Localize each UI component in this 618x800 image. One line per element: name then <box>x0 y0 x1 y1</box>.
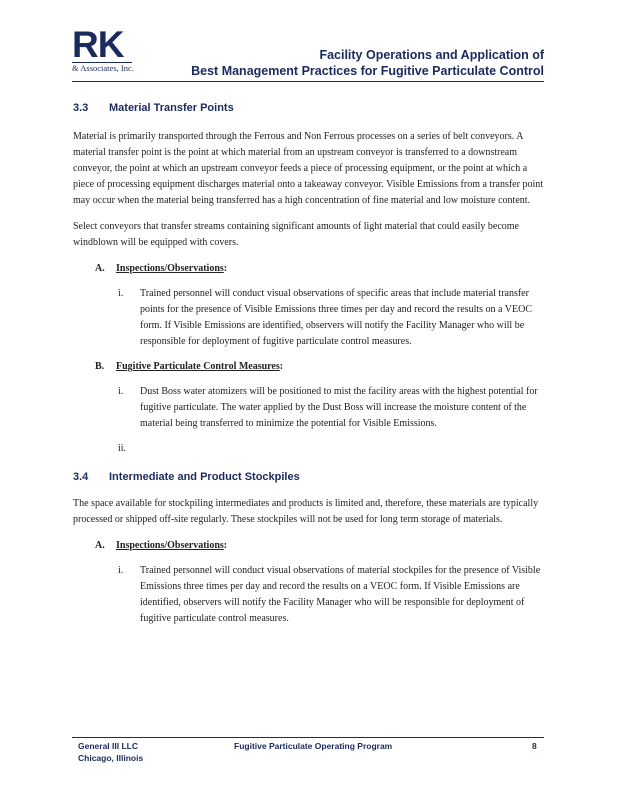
list-item-text: Dust Boss water atomizers will be positioned to mist the facility areas with the highest potential for fugitive particulate. The water applied by the Dust Boss will increase the moisture content of the material being transferred to minimize the potential for Visible Emissions. <box>140 386 538 429</box>
section-title: Material Transfer Points <box>109 102 234 114</box>
subheading-3-3-b <box>73 359 543 375</box>
list-numeral: i. <box>118 288 124 299</box>
list-numeral: i. <box>118 565 124 576</box>
footer-left <box>78 740 143 764</box>
subheading-text: Inspections/Observations <box>116 540 224 551</box>
list-item <box>73 441 543 457</box>
subheading-colon: : <box>223 263 228 274</box>
header-title-line2: Best Management Practices for Fugitive Particulate Control <box>191 64 544 78</box>
subheading-letter: A. <box>95 263 105 274</box>
document-header-title <box>191 47 544 79</box>
list-item-text: Trained personnel will conduct visual observations of material stockpiles for the presence of Visible Emissions three times per day and record the results on a VEOC form. If Visible Emissions are identified, observers will notify the Facility Manager who will be responsible for deployment of fugitive particulate control measures. <box>140 565 541 624</box>
subheading-3-3-a <box>73 261 543 277</box>
section-heading-3-4 <box>73 469 543 485</box>
list-item-text: Trained personnel will conduct visual observations of specific areas that include material transfer points for the presence of Visible Emissions three times per day and record the results on a VEOC form. If Visible Emissions are identified, observers will notify the Facility Manager who will be responsible for deployment of fugitive particulate control measures. <box>140 288 532 347</box>
section-heading-3-3 <box>73 100 543 116</box>
logo-subtitle: & Associates, Inc. <box>72 63 134 73</box>
subheading-3-4-a <box>73 538 543 554</box>
section-3-3-paragraph-1: Material is primarily transported through the Ferrous and Non Ferrous processes on a series of belt conveyors. A material transfer point is the point at which material from an upstream conveyor is transferred to a downstream conveyor, the point at which an upstream conveyor feeds a piece of processing equipment, or the point at which a piece of processing equipment discharges material onto a takeaway conveyor. Visible Emissions from a transfer point may occur when the material being transferred has a high concentration of fine material and low moisture content. <box>73 131 544 206</box>
subheading-colon: : <box>279 361 284 372</box>
section-number: 3.3 <box>73 102 89 114</box>
section-number: 3.4 <box>73 471 89 483</box>
list-numeral: ii. <box>118 443 127 454</box>
footer-divider <box>72 737 544 738</box>
section-3-3-paragraph-2: Select conveyors that transfer streams containing significant amounts of light material that could easily become windblown will be equipped with covers. <box>73 221 519 248</box>
page-number: 8 <box>532 741 537 751</box>
list-item <box>73 563 543 627</box>
list-item <box>73 384 543 432</box>
subheading-colon: : <box>223 540 228 551</box>
subheading-text: Inspections/Observations <box>116 263 224 274</box>
subheading-letter: B. <box>95 361 105 372</box>
section-3-4-paragraph-1: The space available for stockpiling intermediates and products is limited and, therefore, these materials are typically processed or shipped off-site regularly. These stockpiles will not be used for long term storage of materials. <box>73 498 539 525</box>
subheading-letter: A. <box>95 540 105 551</box>
footer-location: Chicago, Illinois <box>78 753 144 763</box>
list-item-text <box>140 441 543 457</box>
section-title: Intermediate and Product Stockpiles <box>109 471 300 483</box>
header-title-line1: Facility Operations and Application of <box>319 48 544 62</box>
list-numeral: i. <box>118 386 124 397</box>
company-logo <box>72 24 134 74</box>
header-divider <box>72 81 544 82</box>
page-content <box>73 92 543 627</box>
list-item <box>73 286 543 350</box>
footer-company: General III LLC <box>78 741 138 751</box>
logo-letters: RK <box>72 24 124 65</box>
subheading-text: Fugitive Particulate Control Measures <box>116 361 280 372</box>
footer-program: Fugitive Particulate Operating Program <box>234 741 393 751</box>
